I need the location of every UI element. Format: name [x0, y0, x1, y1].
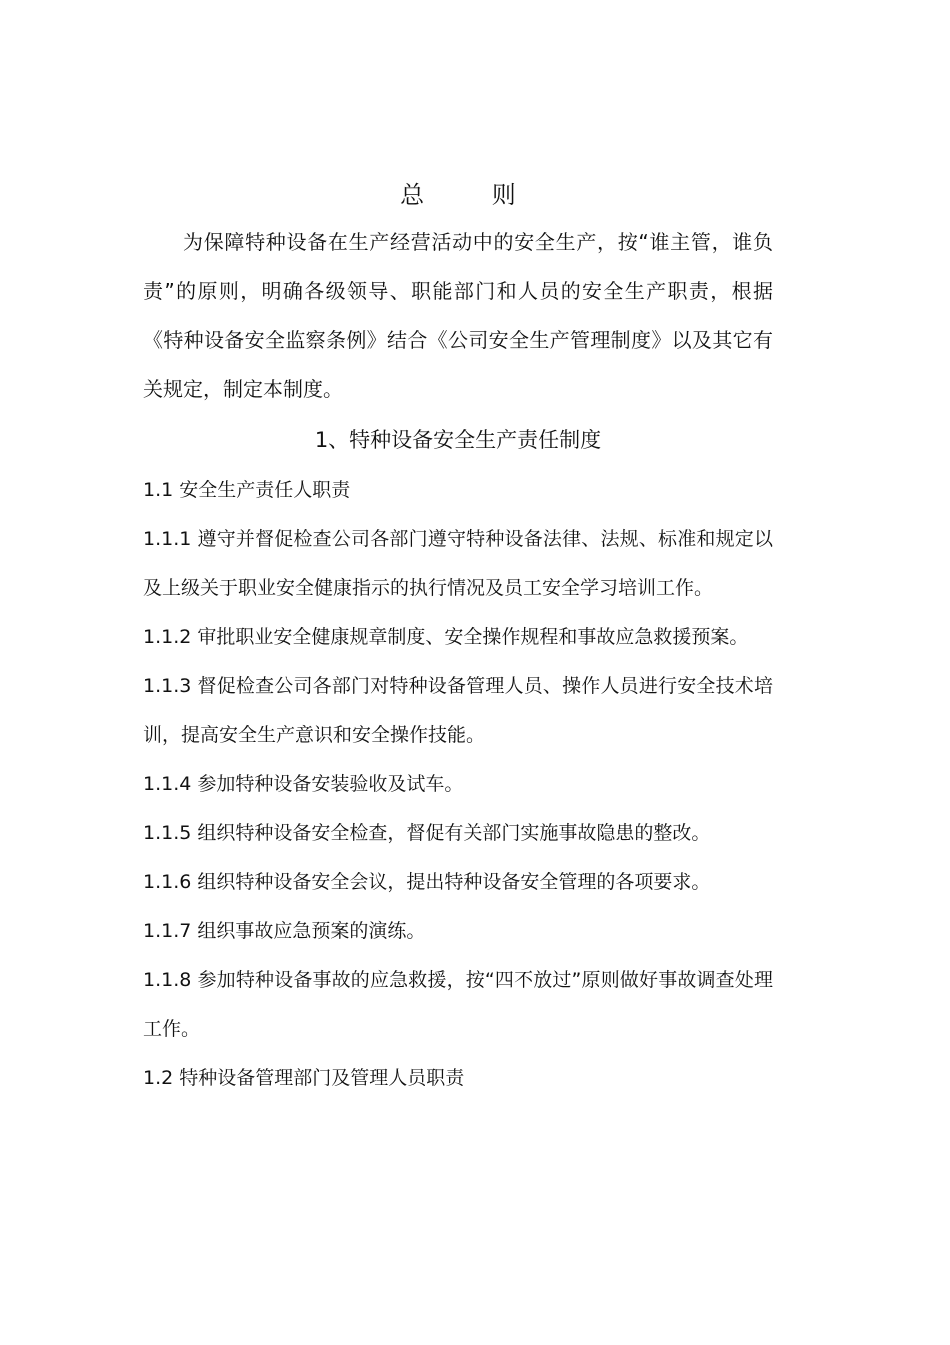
- paragraph-1-1-5: [143, 809, 773, 858]
- page-title: 总 则: [400, 181, 546, 209]
- paragraph-number: 1.1.3: [143, 675, 192, 697]
- paragraph-1-1: [143, 466, 773, 515]
- paragraph-text: 组织特种设备安全检查，督促有关部门实施事故隐患的整改。: [197, 822, 711, 844]
- paragraph-text: 组织事故应急预案的演练。: [197, 920, 426, 942]
- paragraph-1-1-7: [143, 907, 773, 956]
- paragraph-1-1-1: [143, 515, 773, 613]
- paragraph-1-1-4: [143, 760, 773, 809]
- paragraph-text: 特种设备管理部门及管理人员职责: [179, 1067, 465, 1089]
- paragraph-number: 1.1.6: [143, 871, 192, 893]
- paragraph-1-1-8: [143, 956, 773, 1054]
- paragraph-number: 1.1: [143, 479, 174, 501]
- paragraph-text: 安全生产责任人职责: [179, 479, 351, 501]
- paragraph-1-2: [143, 1054, 773, 1103]
- paragraph-text: 督促检查公司各部门对特种设备管理人员、操作人员进行安全技术培训，提高安全生产意识和安全操作技能。: [143, 675, 773, 746]
- paragraph-1-1-6: [143, 858, 773, 907]
- paragraph-text: 参加特种设备事故的应急救援，按“四不放过”原则做好事故调查处理工作。: [143, 969, 773, 1040]
- paragraph-number: 1.1.7: [143, 920, 192, 942]
- paragraph-1-1-3: [143, 662, 773, 760]
- paragraph-number: 1.2: [143, 1067, 174, 1089]
- paragraph-text: 组织特种设备安全会议，提出特种设备安全管理的各项要求。: [197, 871, 711, 893]
- paragraph-text: 参加特种设备安装验收及试车。: [197, 773, 464, 795]
- intro-paragraph: 为保障特种设备在生产经营活动中的安全生产，按“谁主管，谁负责”的原则，明确各级领导、职能部门和人员的安全生产职责，根据《特种设备安全监察条例》结合《公司安全生产管理制度》以及其它有关规定，制定本制度。: [143, 230, 773, 401]
- paragraph-number: 1.1.5: [143, 822, 192, 844]
- paragraph-1-1-2: [143, 613, 773, 662]
- paragraph-number: 1.1.4: [143, 773, 192, 795]
- paragraph-text: 遵守并督促检查公司各部门遵守特种设备法律、法规、标准和规定以及上级关于职业安全健康指示的执行情况及员工安全学习培训工作。: [143, 528, 773, 599]
- paragraph-text: 审批职业安全健康规章制度、安全操作规程和事故应急救援预案。: [197, 626, 749, 648]
- section-heading: 1、特种设备安全生产责任制度: [314, 428, 602, 452]
- paragraph-number: 1.1.8: [143, 969, 192, 991]
- paragraph-number: 1.1.1: [143, 528, 192, 550]
- document-body: [143, 172, 773, 1103]
- paragraph-number: 1.1.2: [143, 626, 192, 648]
